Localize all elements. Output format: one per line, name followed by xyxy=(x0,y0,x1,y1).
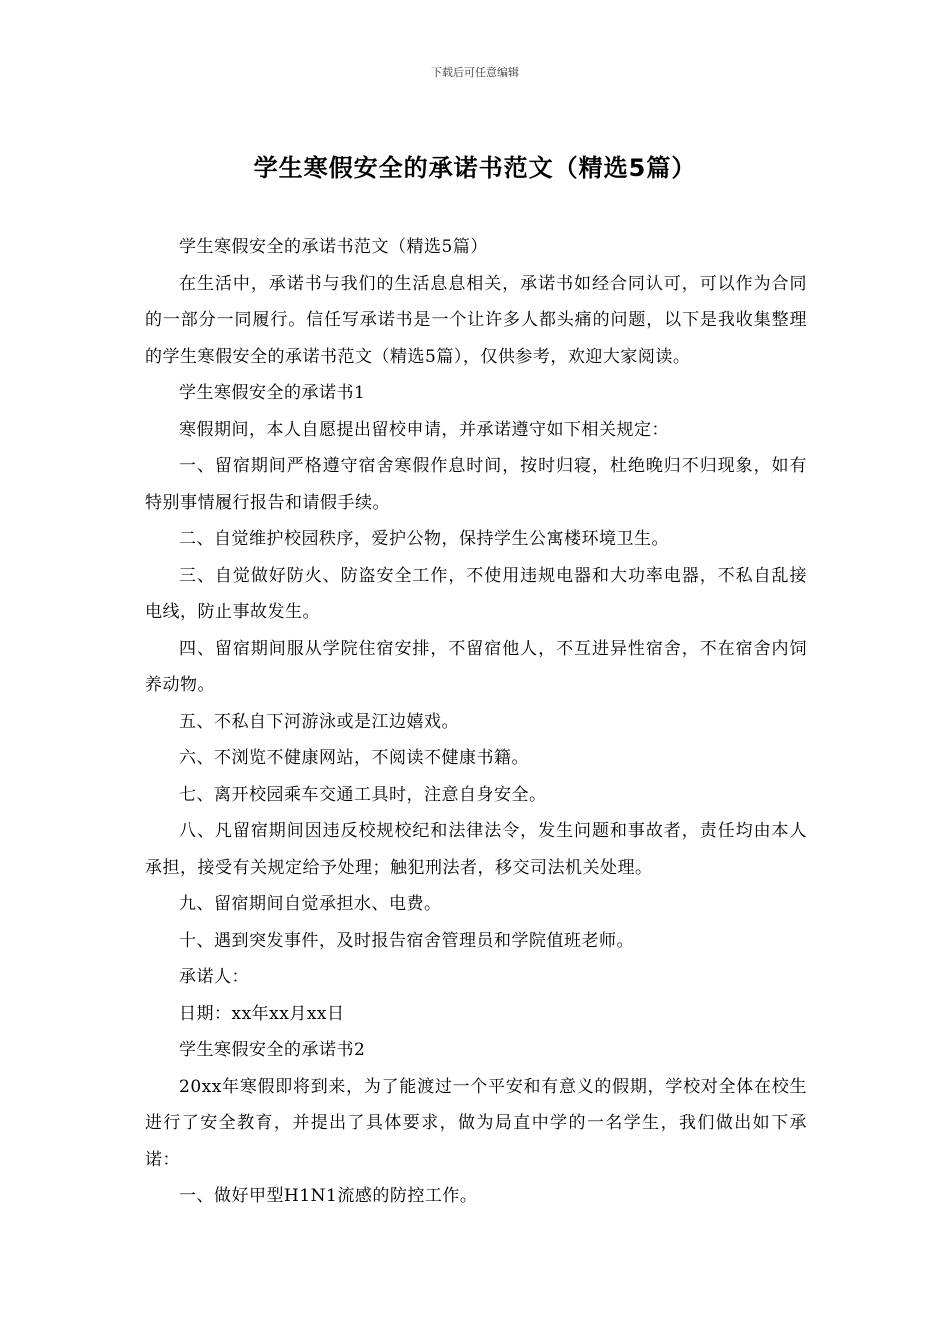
list-item: 七、离开校园乘车交通工具时，注意自身安全。 xyxy=(179,784,547,805)
paragraph: 寒假期间，本人自愿提出留校申请，并承诺遵守如下相关规定： xyxy=(179,419,669,440)
section-heading-1: 学生寒假安全的承诺书1 xyxy=(179,383,366,403)
paragraph: 20xx年寒假即将到来，为了能渡过一个平安和有意义的假期，学校对全体在校生进行了安全教育，并提出了具体要求，做为局直中学的一名学生，我们做出如下承诺： xyxy=(145,1076,807,1170)
list-item: 二、自觉维护校园秩序，爱护公物，保持学生公寓楼环境卫生。 xyxy=(179,529,669,549)
date-line: 日期：xx年xx月xx日 xyxy=(179,1003,345,1024)
list-item: 一、做好甲型H1N1流感的防控工作。 xyxy=(179,1186,478,1206)
signature-line: 承诺人： xyxy=(179,967,249,987)
page-header-note: 下载后可任意编辑 xyxy=(431,66,519,79)
list-item: 十、遇到突发事件，及时报告宿舍管理员和学院值班老师。 xyxy=(179,930,634,951)
paragraph-intro: 在生活中，承诺书与我们的生活息息相关，承诺书如经合同认可，可以作为合同的一部分一同履行。信任写承诺书是一个让许多人都头痛的问题，以下是我收集整理的学生寒假安全的承诺书范文（精选5篇），仅供参考，欢迎大家阅读。 xyxy=(145,273,807,367)
list-item: 八、凡留宿期间因违反校规校纪和法律法令，发生问题和事故者，责任均由本人承担，接受有关规定给予处理；触犯刑法者，移交司法机关处理。 xyxy=(145,821,807,878)
list-item: 四、留宿期间服从学院住宿安排，不留宿他人，不互进异性宿舍，不在宿舍内饲养动物。 xyxy=(145,638,807,695)
list-item: 九、留宿期间自觉承担水、电费。 xyxy=(179,894,442,914)
list-item: 五、不私自下河游泳或是江边嬉戏。 xyxy=(179,711,459,732)
paragraph-subtitle: 学生寒假安全的承诺书范文（精选5篇） xyxy=(179,237,488,257)
list-item: 一、留宿期间严格遵守宿舍寒假作息时间，按时归寝，杜绝晚归不归现象，如有特别事情履行报告和请假手续。 xyxy=(145,456,807,513)
list-item: 六、不浏览不健康网站，不阅读不健康书籍。 xyxy=(179,748,529,768)
document-title: 学生寒假安全的承诺书范文（精选5篇） xyxy=(253,154,697,182)
section-heading-2: 学生寒假安全的承诺书2 xyxy=(179,1040,366,1060)
document-body xyxy=(145,229,807,1215)
list-item: 三、自觉做好防火、防盗安全工作，不使用违规电器和大功率电器，不私自乱接电线，防止事故发生。 xyxy=(145,565,807,622)
